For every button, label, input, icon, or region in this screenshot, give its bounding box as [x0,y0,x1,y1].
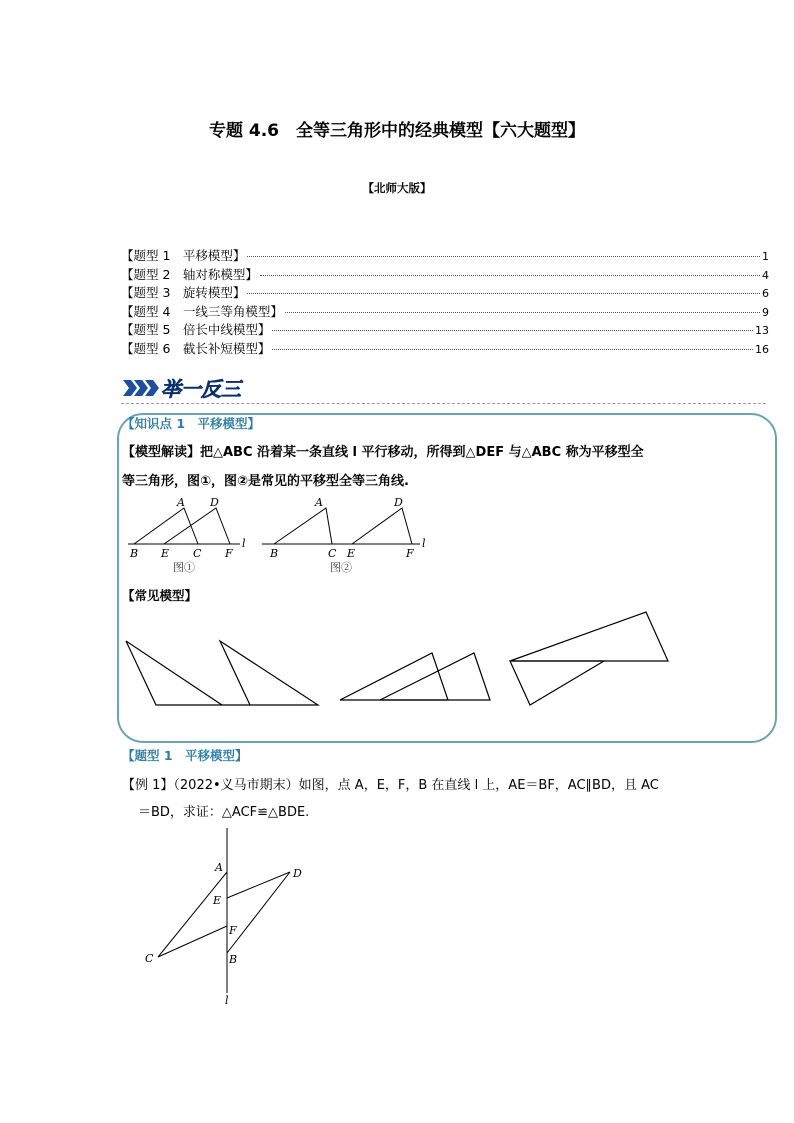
banner-divider [121,403,766,404]
model-3-triangle-b [510,661,604,705]
model-explanation-line2: 等三角形，图①，图②是常见的平移型全等三角线. [122,474,409,489]
label-B: B [229,953,238,966]
label-A: A [177,496,185,509]
toc-entry-page: 6 [762,287,769,300]
section-heading: 【题型 1 平移模型】 [122,748,248,763]
label-l: l [422,537,426,550]
toc-leader [260,275,760,276]
common-models-heading: 【常见模型】 [122,588,198,603]
label-C: C [193,547,202,560]
label-F: F [229,924,237,937]
model-explanation-line1: 【模型解读】把△ABC 沿着某一条直线 l 平行移动，所得到△DEF 与△ABC 称为平移型全 [122,445,644,460]
toc-entry-label: 【题型 2 轴对称模型】 [121,266,258,282]
label-F: F [225,547,233,560]
toc-entry-label: 【题型 4 一线三等角模型】 [121,303,283,319]
toc-entry-page: 13 [755,324,769,337]
toc-entry-label: 【题型 6 截长补短模型】 [121,340,271,356]
edition-label: 【北师大版】 [362,181,432,195]
toc-entry-label: 【题型 1 平移模型】 [121,248,246,263]
toc-entry-page: 16 [755,342,769,356]
toc-leader [285,312,760,313]
label-D: D [293,867,302,880]
label-A: A [315,496,323,509]
figure-2-caption: 图② [330,561,352,574]
figure-1-caption: 图① [173,561,195,574]
label-F: F [406,547,414,560]
table-of-contents [121,246,769,357]
banner-arrows-icon [123,380,159,396]
example-1-line2: ＝BD，求证：△ACF≌△BDE. [138,805,310,820]
example-1-figure [140,828,310,1008]
toc-leader [272,330,753,331]
label-B: B [270,547,279,560]
example-1-line1 [122,774,659,793]
label-E: E [213,894,222,907]
label-C: C [328,547,337,560]
label-l: l [225,994,229,1007]
label-C: C [145,952,154,965]
label-E: E [161,547,170,560]
toc-leader [247,256,760,257]
toc-entry-page: 4 [762,268,769,282]
common-models-diagrams [122,608,682,712]
toc-leader [272,349,753,350]
model-1-shape [126,641,318,705]
label-D: D [394,496,403,509]
toc-entry[interactable] [121,246,769,265]
toc-entry[interactable] [121,265,769,284]
figure-1 [122,494,257,576]
toc-entry[interactable] [121,320,769,339]
knowledge-heading: 【知识点 1 平移模型】 [122,416,261,431]
model-3-triangle-a [510,612,668,661]
toc-entry[interactable] [121,302,769,321]
toc-entry[interactable] [121,339,769,358]
figure-2 [260,494,435,576]
toc-entry-label: 【题型 5 倍长中线模型】 [121,322,271,337]
label-E: E [347,547,356,560]
page-title: 专题 4.6 全等三角形中的经典模型【六大题型】 [208,121,586,141]
label-D: D [210,496,219,509]
example-1-statement: A，E，F，B 在直线 l 上，AE＝BF，AC∥BD，且 AC [354,778,659,793]
toc-entry-page: 9 [762,305,769,319]
label-B: B [130,547,139,560]
label-l: l [242,537,246,550]
section-banner [121,372,251,402]
toc-entry-label: 【题型 3 旋转模型】 [121,285,246,300]
label-A: A [215,861,223,874]
example-1-prefix: 【例 1】（2022•义马市期末）如图，点 [122,778,355,793]
banner-text: 举一反三 [161,377,241,401]
toc-entry-page: 1 [762,250,769,263]
toc-leader [247,293,760,294]
toc-entry[interactable] [121,283,769,302]
